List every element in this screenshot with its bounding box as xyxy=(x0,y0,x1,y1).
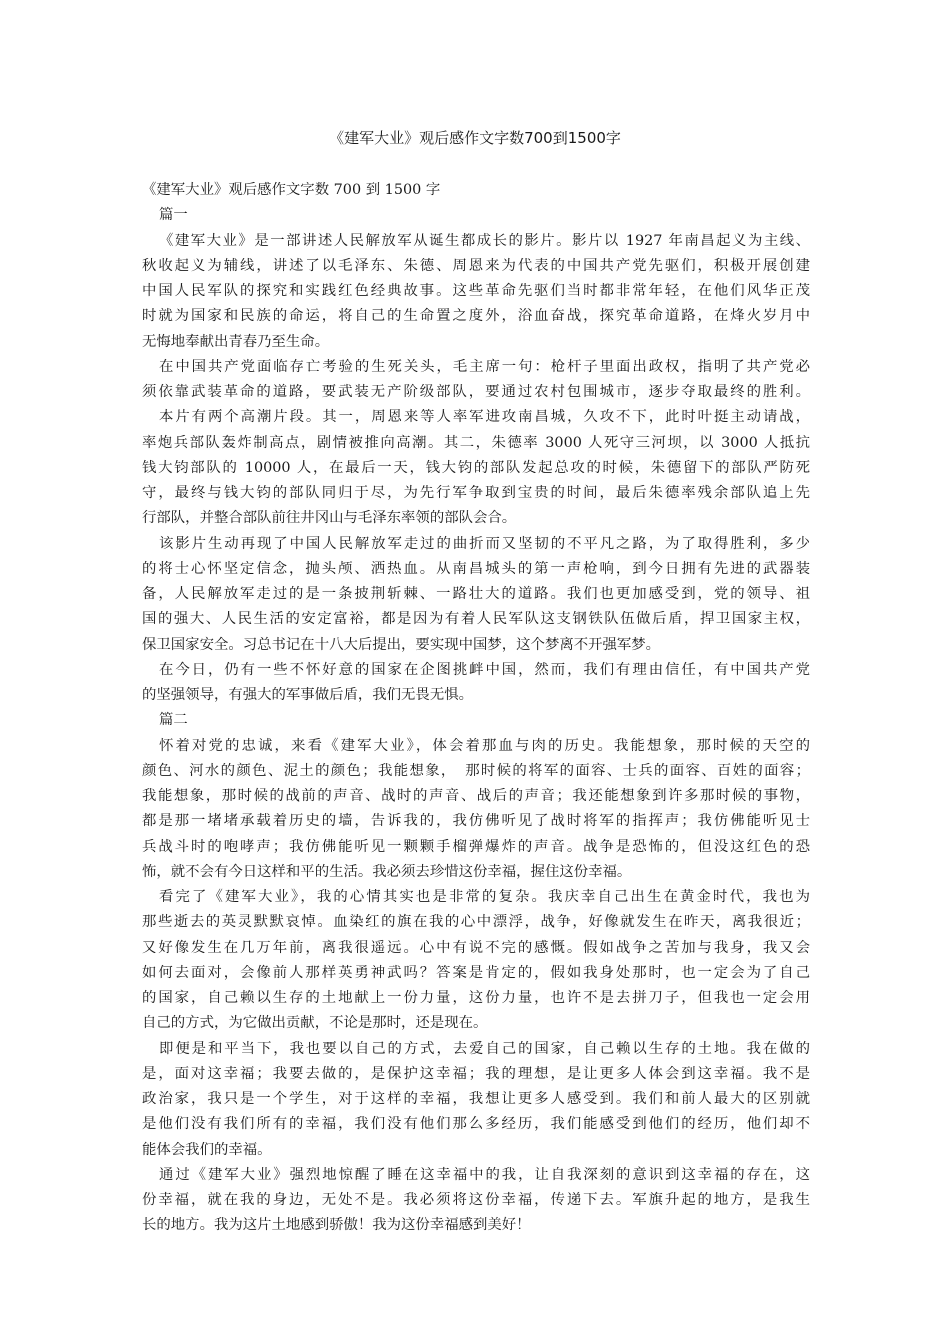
text-line: 是他们没有我们所有的幸福，我们没有他们那么多经历，我们能感受到他们的经历，他们却不 xyxy=(142,1116,810,1133)
text-line: 《建军大业》观后感作文字数 700 到 1500 字 xyxy=(142,182,441,198)
text-line: 保卫国家安全。习总书记在十八大后提出，要实现中国梦，这个梦离不开强军梦。 xyxy=(142,636,661,653)
text-line: 《建军大业》是一部讲述人民解放军从诞生都成长的影片。影片以 1927 年南昌起义为主线、 xyxy=(159,232,810,249)
text-line: 都是那一堵堵承载着历史的墙，告诉我的，我仿佛听见了战时将军的指挥声；我仿佛能听见士 xyxy=(142,813,810,830)
text-line: 守，最终与钱大钧的部队同归于尽，为先行军争取到宝贵的时间，最后朱德率残余部队追上先 xyxy=(142,485,810,501)
text-line: 份幸福，就在我的身边，无处不是。我必须将这份幸福，传递下去。军旗升起的地方，是我生 xyxy=(142,1192,810,1208)
text-line: 本片有两个高潮片段。其一，周恩来等人率军进攻南昌城，久攻不下，此时叶挺主动请战， xyxy=(159,409,810,426)
text-line: 能体会我们的幸福。 xyxy=(142,1141,272,1158)
text-line: 行部队，并整合部队前往井冈山与毛泽东率领的部队会合。 xyxy=(142,510,517,527)
text-line: 通过《建军大业》强烈地惊醒了睡在这幸福中的我，让自我深刻的意识到这幸福的存在，这 xyxy=(159,1166,810,1183)
text-line: 自己的方式，为它做出贡献，不论是那时，还是现在。 xyxy=(142,1015,488,1032)
text-line: 中国人民军队的探究和实践红色经典故事。这些革命先驱们当时都非常年轻，在他们风华正茂 xyxy=(142,283,810,299)
document-body xyxy=(142,178,810,1239)
text-line: 篇二 xyxy=(159,712,188,729)
text-line: 率炮兵部队轰炸制高点，剧情被推向高潮。其二，朱德率 3000 人死守三河坝，以 3000 人抵抗 xyxy=(142,434,810,451)
text-line: 秋收起义为辅线，讲述了以毛泽东、朱德、周恩来为代表的中国共产党先驱们，积极开展创建 xyxy=(142,257,810,274)
text-line: 颜色、河水的颜色、泥土的颜色；我能想象， 那时候的将军的面容、士兵的面容、百姓的面容； xyxy=(142,762,810,779)
text-line: 钱大钧部队的 10000 人，在最后一天，钱大钧的部队发起总攻的时候，朱德留下的部队严防死 xyxy=(142,459,810,476)
text-line: 的将士心怀坚定信念，抛头颅、洒热血。从南昌城头的第一声枪响，到今日拥有先进的武器装 xyxy=(142,560,810,577)
text-line: 怖，就不会有今日这样和平的生活。我必须去珍惜这份幸福，握住这份幸福。 xyxy=(142,863,632,880)
text-line: 时就为国家和民族的命运，将自己的生命置之度外，浴血奋战，探究革命道路，在烽火岁月中 xyxy=(142,308,810,325)
document-title: 《建军大业》观后感作文字数700到1500字 xyxy=(329,129,621,147)
text-line: 国的强大、人民生活的安定富裕，都是因为有着人民军队这支钢铁队伍做后盾，捍卫国家主权， xyxy=(142,611,810,628)
text-line: 备，人民解放军走过的是一条披荆斩棘、一路壮大的道路。我们也更加感受到，党的领导、祖 xyxy=(142,586,810,602)
text-line: 怀着对党的忠诚，来看《建军大业》，体会着那血与肉的历史。我能想象，那时候的天空的 xyxy=(159,737,810,754)
text-line: 在中国共产党面临存亡考验的生死关头，毛主席一句：枪杆子里面出政权，指明了共产党必 xyxy=(159,358,810,375)
text-line: 即便是和平当下，我也要以自己的方式，去爱自己的国家，自己赖以生存的土地。我在做的 xyxy=(159,1040,810,1057)
text-line: 我能想象，那时候的战前的声音、战时的声音、战后的声音；我还能想象到许多那时候的事物， xyxy=(142,788,810,804)
text-line: 长的地方。我为这片土地感到骄傲！我为这份幸福感到美好！ xyxy=(142,1217,531,1234)
text-line: 该影片生动再现了中国人民解放军走过的曲折而又坚韧的不平凡之路，为了取得胜利，多少 xyxy=(159,535,810,552)
text-line: 那些逝去的英灵默默哀悼。血染红的旗在我的心中漂浮，战争，好像就发生在昨天，离我很近； xyxy=(142,914,810,931)
text-line: 如何去面对，会像前人那样英勇神武吗？答案是肯定的，假如我身处那时，也一定会为了自己 xyxy=(142,964,810,981)
text-line: 无悔地奉献出青春乃至生命。 xyxy=(142,333,330,350)
text-line: 又好像发生在几万年前，离我很遥远。心中有说不完的感慨。假如战争之苦加与我身，我又会 xyxy=(142,939,810,956)
text-line: 政治家，我只是一个学生，对于这样的幸福，我想让更多人感受到。我们和前人最大的区别就 xyxy=(142,1091,810,1107)
text-line: 是，面对这幸福；我要去做的，是保护这幸福；我的理想，是让更多人体会到这幸福。我不是 xyxy=(142,1065,810,1082)
text-line: 篇一 xyxy=(159,207,188,224)
text-line: 的国家，自己赖以生存的土地献上一份力量，这份力量，也许不是去拼刀子，但我也一定会用 xyxy=(142,990,810,1006)
text-line: 在今日，仍有一些不怀好意的国家在企图挑衅中国，然而，我们有理由信任，有中国共产党 xyxy=(159,661,810,678)
text-line: 须依靠武装革命的道路，要武装无产阶级部队，要通过农村包围城市，逐步夺取最终的胜利。 xyxy=(142,384,810,400)
text-line: 兵战斗时的咆哮声；我仿佛能听见一颗颗手榴弹爆炸的声音。战争是恐怖的，但没这红色的恐 xyxy=(142,838,810,855)
text-line: 看完了《建军大业》，我的心情其实也是非常的复杂。我庆幸自己出生在黄金时代，我也为 xyxy=(159,889,810,905)
text-line: 的坚强领导，有强大的军事做后盾，我们无畏无惧。 xyxy=(142,687,473,703)
